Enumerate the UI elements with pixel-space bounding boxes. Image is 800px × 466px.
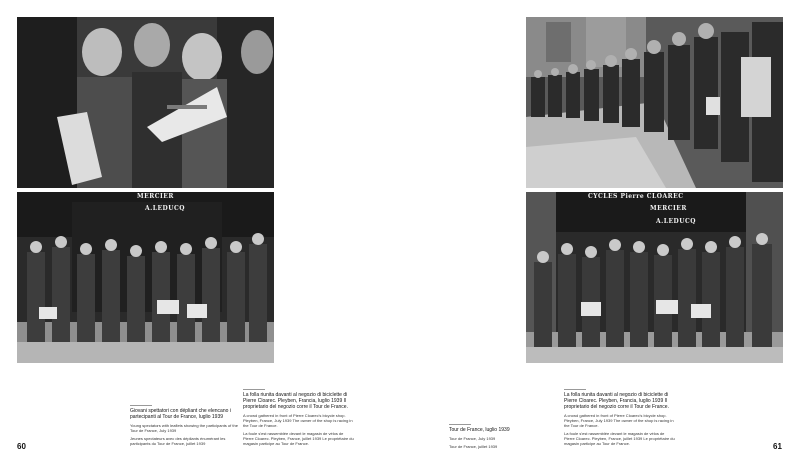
shop-sign-cycles-cloarec: CYCLES Pierre CLOAREC [588,193,684,200]
caption-french: Tour de France, juillet 1939 [449,444,498,449]
shop-sign-leducq: A.LEDUCQ [656,218,696,225]
caption-rule [130,405,152,406]
photo-young-spectators-shop [17,192,274,363]
page-number: 61 [773,442,782,451]
caption-italian: La folla riunita davanti al negozio di biciclette di Pierre Cloarec. Pleyben, Francia, luglio 1939 Il proprietario del negozio corre il Tour de France. [564,392,669,410]
photo-crowd-cobbled-street [526,17,783,188]
caption-italian: Tour de France, luglio 1939 [449,427,510,433]
caption-italian: Giovani spettatori con dépliant che elencano i partecipanti al Tour de France, luglio 1939 [130,408,231,420]
right-page [400,0,800,466]
caption-french: La foule s'est rassemblée devant le magasin de vélos de Pierre Cloarec. Pleyben, France, juillet 1939 Le propriétaire du magasin participe au Tour de France. [564,431,675,446]
caption-english: A crowd gathered in front of Pierre Cloarec's bicycle shop. Pleyben, France, July 1939 The owner of the shop is racing in the Tour de France. [243,413,353,428]
shop-sign-mercier: MERCIER [137,193,174,200]
shop-sign-mercier: MERCIER [650,205,687,212]
caption-rule [564,389,586,390]
caption-english: Young spectators with leaflets showing the participants of the Tour de France, July 1939 [130,423,238,433]
caption-english: Tour de France, July 1939 [449,436,496,441]
caption-english: A crowd gathered in front of Pierre Cloarec's bicycle shop. Pleyben, France, July 1939 The owner of the shop is racing in the Tour de France. [564,413,674,428]
caption-french: Jeunes spectateurs avec des dépliants énumérant les participants du Tour de France, juillet 1939 [130,436,226,446]
caption-crowd-cloarec [243,389,355,446]
page-number: 60 [17,442,26,451]
caption-rule [243,389,265,390]
caption-rule [449,424,471,425]
caption-tour-de-france [449,424,519,449]
caption-young-spectators [130,405,245,446]
photo-crowd-cloarec-shop [526,192,783,363]
shop-sign-leducq: A.LEDUCQ [145,205,185,212]
caption-french: La foule s'est rassemblée devant le magasin de vélos de Pierre Cloarec. Pleyben, France, juillet 1939 Le propriétaire du magasin participe au Tour de France. [243,431,354,446]
caption-crowd-cloarec [564,389,676,446]
photo-boys-reading-leaflets [17,17,274,188]
caption-italian: La folla riunita davanti al negozio di biciclette di Pierre Cloarec. Pleyben, Francia, luglio 1939 Il proprietario del negozio corre il Tour de France. [243,392,348,410]
